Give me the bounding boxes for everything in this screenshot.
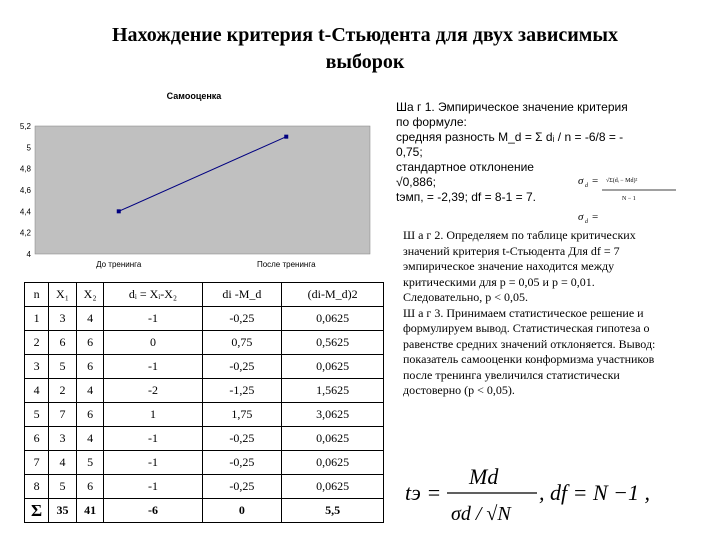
formula-denominator: σd / √N (451, 503, 511, 525)
table-cell: 6 (76, 403, 104, 427)
table-cell: 0,0625 (282, 355, 384, 379)
table-cell: 3 (25, 355, 49, 379)
svg-text:=: = (592, 211, 599, 223)
table-cell: 1,5625 (282, 379, 384, 403)
table-cell: 0,5625 (282, 331, 384, 355)
table-cell: 0,0625 (282, 451, 384, 475)
step1-line4: 0,75; (396, 145, 423, 159)
table-cell: 4 (25, 379, 49, 403)
formula-lhs: tэ = (405, 480, 442, 505)
table-cell: -2 (104, 379, 202, 403)
y-tick-label: 5 (26, 143, 31, 153)
chart-title: Самооценка (166, 91, 222, 101)
table-row (25, 355, 384, 379)
table-cell: 0,0625 (282, 307, 384, 331)
table-cell: -1 (104, 427, 202, 451)
table-cell: 1 (104, 403, 202, 427)
svg-text:d: d (585, 183, 588, 189)
y-tick-label: 4 (26, 250, 31, 259)
formula-rhs: , df = N −1 , (539, 480, 650, 505)
data-table (24, 282, 384, 523)
table-row (25, 331, 384, 355)
table-header-0: n (25, 283, 49, 307)
table-header-3: dᵢ = Xᵢ-X₂ (104, 283, 202, 307)
step1-line5: стандартное отклонение (396, 160, 534, 174)
x-tick-labels (96, 260, 316, 269)
table-header-5: (di-M_d)2 (282, 283, 384, 307)
table-row (25, 403, 384, 427)
table-cell: 1 (25, 307, 49, 331)
table-cell: 4 (76, 379, 104, 403)
table-cell: 7 (49, 403, 77, 427)
step3-paragraph: Ш а г 3. Принимаем статистическое решение и формулируем вывод. Статистическая гипотеза о равенстве средних значений отклоняется. Вывод: показатель самооценки конформизма участников после тренинга увеличился статистически достоверно (p < 0,05). (403, 305, 656, 397)
table-row (25, 379, 384, 403)
table-sum-cell: 0 (202, 499, 282, 523)
table-cell: 5 (49, 355, 77, 379)
svg-text:√Σ(dᵢ − Md)²: √Σ(dᵢ − Md)² (606, 178, 638, 184)
plot-area (35, 126, 370, 254)
table-cell: 4 (76, 307, 104, 331)
y-tick-labels (20, 122, 32, 259)
table-cell: -0,25 (202, 475, 282, 499)
table-header-1: X₁ (49, 283, 77, 307)
sigma-icon: Σ (25, 499, 49, 523)
y-tick-label: 4,6 (19, 186, 31, 195)
x-tick-label: До тренинга (96, 260, 142, 269)
table-sum-cell: -6 (104, 499, 202, 523)
self-esteem-chart (8, 86, 380, 282)
y-tick-label: 4,4 (19, 207, 31, 217)
table-sum-cell: 5,5 (282, 499, 384, 523)
table-row (25, 475, 384, 499)
table-header-2: X₂ (76, 283, 104, 307)
table-sum-cell: 35 (49, 499, 77, 523)
step1-line2: по формуле: (396, 115, 467, 129)
step1-line1: Ша г 1. Эмпирическое значение критерия (396, 100, 628, 114)
svg-text:=: = (592, 175, 599, 187)
t-formula (405, 462, 695, 526)
page-title (40, 22, 690, 76)
x-tick-label: После тренинга (256, 260, 316, 269)
table-cell: 0,75 (202, 331, 282, 355)
table-cell: -1,25 (202, 379, 282, 403)
step1-line6: √0,886; (396, 175, 436, 189)
table-cell: 0 (104, 331, 202, 355)
table-cell: -0,25 (202, 307, 282, 331)
table-cell: 7 (25, 451, 49, 475)
sigma-formula-mini (578, 170, 678, 232)
table-cell: -1 (104, 355, 202, 379)
step1-line7: tэмп, = -2,39; df = 8-1 = 7. (396, 190, 536, 204)
table-row (25, 427, 384, 451)
table-cell: 1,75 (202, 403, 282, 427)
table-cell: 5 (49, 475, 77, 499)
table-cell: -1 (104, 307, 202, 331)
svg-text:σ: σ (578, 175, 584, 187)
table-cell: 6 (49, 331, 77, 355)
y-tick-label: 5,2 (19, 122, 31, 131)
table-cell: 8 (25, 475, 49, 499)
table-cell: -1 (104, 451, 202, 475)
table-cell: -0,25 (202, 451, 282, 475)
table-cell: 2 (25, 331, 49, 355)
table-cell: 6 (25, 427, 49, 451)
table-cell: 3 (49, 427, 77, 451)
table-cell: -1 (104, 475, 202, 499)
table-header-row (25, 283, 384, 307)
title-line-1: Нахождение критерия t-Стьюдента для двух зависимых (111, 24, 619, 46)
svg-text:N − 1: N − 1 (622, 196, 636, 202)
table-cell: 2 (49, 379, 77, 403)
table-cell: 3 (49, 307, 77, 331)
table-header-4: di -M_d (202, 283, 282, 307)
table-row (25, 307, 384, 331)
table-cell: 4 (49, 451, 77, 475)
table-cell: 3,0625 (282, 403, 384, 427)
data-point (117, 209, 121, 213)
step2-paragraph: Ш а г 2. Определяем по таблице критических значений критерия t-Стьюдента Для df = 7 эмпирическое значение находится между критическими для p = 0,05 и p = 0,01. Следовательно, p < 0,05. (403, 228, 636, 304)
step-2-3-text (403, 228, 665, 399)
svg-text:d: d (585, 219, 588, 225)
data-point (284, 135, 288, 139)
y-tick-label: 4,2 (19, 228, 31, 238)
formula-numerator: Md (469, 464, 499, 489)
y-tick-label: 4,8 (19, 164, 31, 174)
table-cell: 0,0625 (282, 475, 384, 499)
table-cell: 5 (76, 451, 104, 475)
table-cell: 6 (76, 331, 104, 355)
table-row (25, 451, 384, 475)
table-body (25, 307, 384, 523)
table-cell: 0,0625 (282, 427, 384, 451)
table-cell: 4 (76, 427, 104, 451)
table-sum-row (25, 499, 384, 523)
step1-line3: средняя разность M_d = Σ dᵢ / n = -6/8 = - (396, 130, 624, 144)
table-cell: 5 (25, 403, 49, 427)
table-cell: 6 (76, 355, 104, 379)
table-cell: 6 (76, 475, 104, 499)
table-sum-cell: 41 (76, 499, 104, 523)
table-cell: -0,25 (202, 427, 282, 451)
title-line-2: выборок (325, 51, 405, 73)
table-cell: -0,25 (202, 355, 282, 379)
svg-text:σ: σ (578, 211, 584, 223)
